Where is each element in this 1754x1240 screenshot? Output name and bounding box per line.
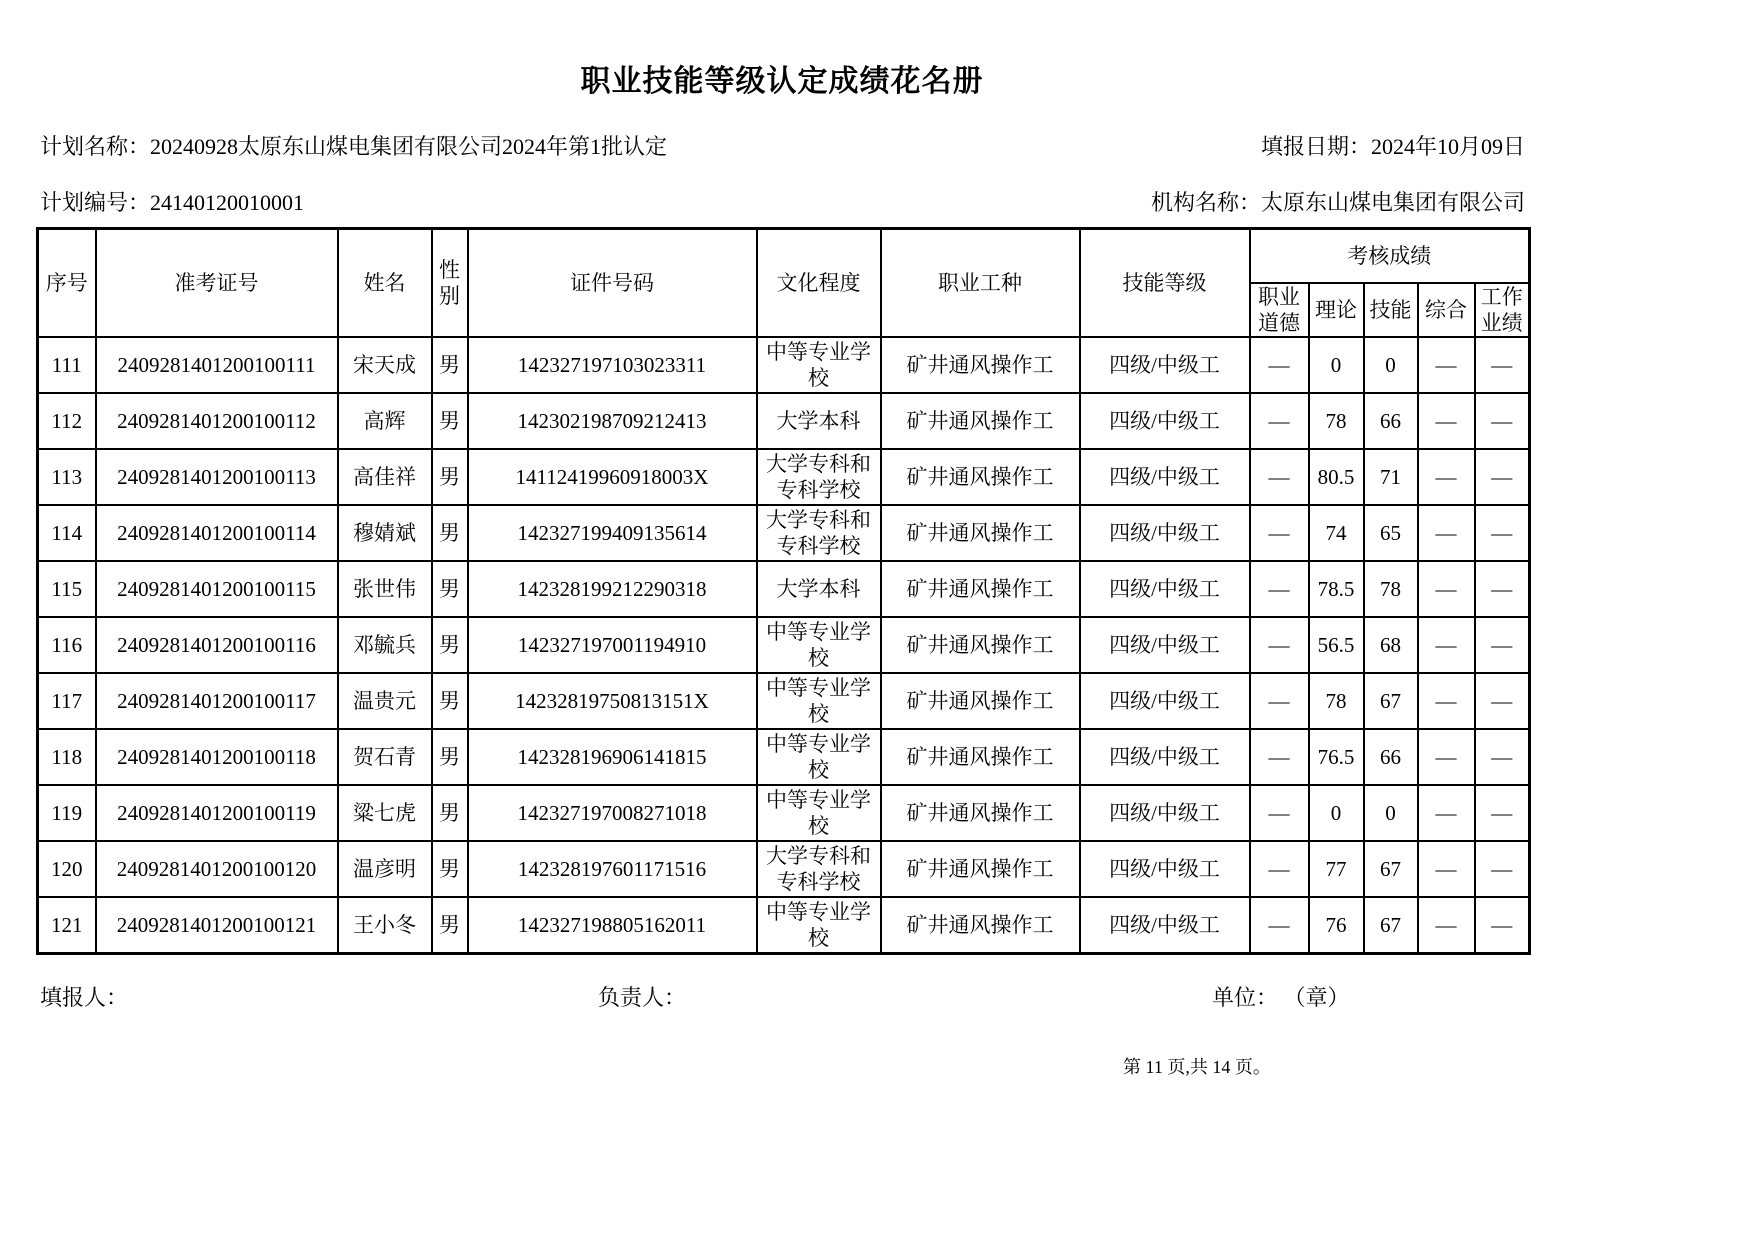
cell-gender: 男 <box>432 841 468 897</box>
cell-name: 粱七虎 <box>338 785 432 841</box>
cell-score-ethics: — <box>1250 841 1309 897</box>
cell-score-skill: 78 <box>1364 561 1418 617</box>
cell-score-comprehensive: — <box>1418 561 1475 617</box>
cell-id-no: 142328196906141815 <box>468 729 757 785</box>
cell-score-ethics: — <box>1250 561 1309 617</box>
report-date <box>1261 130 1525 161</box>
cell-score-theory: 78 <box>1309 393 1364 449</box>
cell-occupation: 矿井通风操作工 <box>881 617 1080 673</box>
cell-occupation: 矿井通风操作工 <box>881 841 1080 897</box>
cell-score-theory: 74 <box>1309 505 1364 561</box>
cell-score-skill: 67 <box>1364 841 1418 897</box>
cell-occupation: 矿井通风操作工 <box>881 393 1080 449</box>
cell-ticket-no: 2409281401200100116 <box>96 617 338 673</box>
cell-skill-level: 四级/中级工 <box>1080 617 1250 673</box>
col-header-ethics: 职业道德 <box>1250 283 1309 337</box>
col-header-performance: 工作业绩 <box>1475 283 1530 337</box>
cell-gender: 男 <box>432 337 468 393</box>
table-row <box>38 617 1530 673</box>
cell-ticket-no: 2409281401200100118 <box>96 729 338 785</box>
cell-skill-level: 四级/中级工 <box>1080 673 1250 729</box>
table-row <box>38 897 1530 953</box>
col-header-skill-level: 技能等级 <box>1080 229 1250 338</box>
cell-score-ethics: — <box>1250 785 1309 841</box>
cell-ticket-no: 2409281401200100119 <box>96 785 338 841</box>
col-header-occupation: 职业工种 <box>881 229 1080 338</box>
cell-occupation: 矿井通风操作工 <box>881 449 1080 505</box>
table-row <box>38 673 1530 729</box>
col-header-theory: 理论 <box>1309 283 1364 337</box>
cell-seq: 120 <box>38 841 96 897</box>
cell-name: 宋天成 <box>338 337 432 393</box>
org-name-label: 机构名称： <box>1150 190 1261 215</box>
col-header-seq: 序号 <box>38 229 96 338</box>
cell-score-performance: — <box>1475 729 1530 785</box>
cell-score-ethics: — <box>1250 673 1309 729</box>
cell-ticket-no: 2409281401200100120 <box>96 841 338 897</box>
cell-gender: 男 <box>432 897 468 953</box>
col-header-comprehensive: 综合 <box>1418 283 1475 337</box>
cell-score-skill: 65 <box>1364 505 1418 561</box>
cell-id-no: 142328197601171516 <box>468 841 757 897</box>
cell-skill-level: 四级/中级工 <box>1080 729 1250 785</box>
cell-gender: 男 <box>432 729 468 785</box>
cell-education: 中等专业学校 <box>757 729 881 785</box>
cell-name: 高辉 <box>338 393 432 449</box>
cell-education: 中等专业学校 <box>757 673 881 729</box>
cell-gender: 男 <box>432 561 468 617</box>
cell-education: 中等专业学校 <box>757 617 881 673</box>
cell-score-performance: — <box>1475 561 1530 617</box>
cell-score-comprehensive: — <box>1418 393 1475 449</box>
cell-ticket-no: 2409281401200100115 <box>96 561 338 617</box>
plan-name <box>40 130 667 161</box>
table-row <box>38 393 1530 449</box>
cell-education: 中等专业学校 <box>757 785 881 841</box>
cell-name: 张世伟 <box>338 561 432 617</box>
cell-score-comprehensive: — <box>1418 505 1475 561</box>
table-row <box>38 785 1530 841</box>
org-name-value: 太原东山煤电集团有限公司 <box>1260 190 1525 215</box>
cell-gender: 男 <box>432 449 468 505</box>
cell-score-skill: 0 <box>1364 337 1418 393</box>
plan-name-value: 20240928太原东山煤电集团有限公司2024年第1批认定 <box>150 134 668 159</box>
cell-ticket-no: 2409281401200100111 <box>96 337 338 393</box>
cell-score-comprehensive: — <box>1418 617 1475 673</box>
cell-name: 邓毓兵 <box>338 617 432 673</box>
col-header-scores-group: 考核成绩 <box>1250 229 1530 284</box>
cell-score-ethics: — <box>1250 729 1309 785</box>
cell-skill-level: 四级/中级工 <box>1080 393 1250 449</box>
cell-score-theory: 0 <box>1309 337 1364 393</box>
cell-score-performance: — <box>1475 393 1530 449</box>
cell-score-theory: 0 <box>1309 785 1364 841</box>
cell-ticket-no: 2409281401200100117 <box>96 673 338 729</box>
filler-label: 填报人： <box>40 985 129 1010</box>
plan-name-label: 计划名称： <box>40 134 151 159</box>
cell-score-skill: 67 <box>1364 897 1418 953</box>
cell-skill-level: 四级/中级工 <box>1080 337 1250 393</box>
cell-id-no: 14112419960918003X <box>468 449 757 505</box>
cell-occupation: 矿井通风操作工 <box>881 561 1080 617</box>
cell-score-performance: — <box>1475 505 1530 561</box>
table-row <box>38 729 1530 785</box>
cell-name: 高佳祥 <box>338 449 432 505</box>
cell-id-no: 142328199212290318 <box>468 561 757 617</box>
cell-score-theory: 78.5 <box>1309 561 1364 617</box>
cell-score-ethics: — <box>1250 505 1309 561</box>
cell-score-theory: 76 <box>1309 897 1364 953</box>
cell-gender: 男 <box>432 617 468 673</box>
cell-score-skill: 66 <box>1364 393 1418 449</box>
cell-score-ethics: — <box>1250 337 1309 393</box>
cell-occupation: 矿井通风操作工 <box>881 337 1080 393</box>
cell-score-performance: — <box>1475 617 1530 673</box>
cell-id-no: 142327198805162011 <box>468 897 757 953</box>
table-row <box>38 449 1530 505</box>
report-date-value: 2024年10月09日 <box>1370 134 1525 159</box>
cell-score-ethics: — <box>1250 897 1309 953</box>
plan-number <box>40 186 304 217</box>
cell-score-skill: 68 <box>1364 617 1418 673</box>
cell-score-comprehensive: — <box>1418 337 1475 393</box>
cell-education: 中等专业学校 <box>757 337 881 393</box>
cell-id-no: 142327197103023311 <box>468 337 757 393</box>
cell-ticket-no: 2409281401200100112 <box>96 393 338 449</box>
cell-score-theory: 80.5 <box>1309 449 1364 505</box>
page-number: 第 11 页,共 14 页。 <box>1123 1057 1271 1077</box>
roster-table <box>36 227 1531 955</box>
cell-score-comprehensive: — <box>1418 729 1475 785</box>
cell-occupation: 矿井通风操作工 <box>881 729 1080 785</box>
cell-id-no: 142327197008271018 <box>468 785 757 841</box>
cell-ticket-no: 2409281401200100114 <box>96 505 338 561</box>
cell-ticket-no: 2409281401200100121 <box>96 897 338 953</box>
cell-skill-level: 四级/中级工 <box>1080 561 1250 617</box>
cell-score-performance: — <box>1475 337 1530 393</box>
cell-name: 贺石青 <box>338 729 432 785</box>
manager-label: 负责人： <box>598 985 687 1010</box>
cell-score-theory: 77 <box>1309 841 1364 897</box>
cell-score-comprehensive: — <box>1418 673 1475 729</box>
cell-education: 中等专业学校 <box>757 897 881 953</box>
col-header-ticket-no: 准考证号 <box>96 229 338 338</box>
cell-skill-level: 四级/中级工 <box>1080 841 1250 897</box>
cell-seq: 112 <box>38 393 96 449</box>
cell-seq: 116 <box>38 617 96 673</box>
cell-seq: 119 <box>38 785 96 841</box>
cell-name: 穆婧斌 <box>338 505 432 561</box>
table-row <box>38 337 1530 393</box>
cell-education: 大学本科 <box>757 561 881 617</box>
cell-score-skill: 67 <box>1364 673 1418 729</box>
org-name <box>1151 186 1525 217</box>
table-row <box>38 561 1530 617</box>
cell-ticket-no: 2409281401200100113 <box>96 449 338 505</box>
cell-score-comprehensive: — <box>1418 897 1475 953</box>
cell-occupation: 矿井通风操作工 <box>881 785 1080 841</box>
cell-name: 温彦明 <box>338 841 432 897</box>
cell-score-ethics: — <box>1250 617 1309 673</box>
cell-score-skill: 66 <box>1364 729 1418 785</box>
cell-occupation: 矿井通风操作工 <box>881 897 1080 953</box>
cell-seq: 118 <box>38 729 96 785</box>
table-row <box>38 505 1530 561</box>
col-header-id-no: 证件号码 <box>468 229 757 338</box>
col-header-education: 文化程度 <box>757 229 881 338</box>
unit-seal-label: 单位： （章） <box>1212 985 1350 1010</box>
cell-id-no: 142327197001194910 <box>468 617 757 673</box>
cell-score-comprehensive: — <box>1418 841 1475 897</box>
cell-seq: 115 <box>38 561 96 617</box>
cell-score-skill: 0 <box>1364 785 1418 841</box>
cell-score-performance: — <box>1475 449 1530 505</box>
report-date-label: 填报日期： <box>1260 134 1371 159</box>
cell-score-comprehensive: — <box>1418 785 1475 841</box>
plan-number-value: 24140120010001 <box>150 190 305 215</box>
cell-gender: 男 <box>432 673 468 729</box>
cell-education: 大学专科和专科学校 <box>757 841 881 897</box>
cell-gender: 男 <box>432 505 468 561</box>
cell-occupation: 矿井通风操作工 <box>881 673 1080 729</box>
cell-skill-level: 四级/中级工 <box>1080 449 1250 505</box>
cell-education: 大学本科 <box>757 393 881 449</box>
cell-seq: 113 <box>38 449 96 505</box>
cell-score-theory: 76.5 <box>1309 729 1364 785</box>
cell-skill-level: 四级/中级工 <box>1080 897 1250 953</box>
col-header-skill: 技能 <box>1364 283 1418 337</box>
cell-score-theory: 78 <box>1309 673 1364 729</box>
cell-seq: 111 <box>38 337 96 393</box>
cell-skill-level: 四级/中级工 <box>1080 785 1250 841</box>
cell-occupation: 矿井通风操作工 <box>881 505 1080 561</box>
meta-row-2 <box>40 186 1525 217</box>
cell-score-performance: — <box>1475 897 1530 953</box>
table-body <box>38 337 1530 953</box>
cell-score-comprehensive: — <box>1418 449 1475 505</box>
plan-number-label: 计划编号： <box>40 190 151 215</box>
cell-name: 王小冬 <box>338 897 432 953</box>
col-header-name: 姓名 <box>338 229 432 338</box>
cell-gender: 男 <box>432 393 468 449</box>
cell-education: 大学专科和专科学校 <box>757 449 881 505</box>
cell-score-ethics: — <box>1250 393 1309 449</box>
col-header-gender: 性别 <box>432 229 468 338</box>
cell-skill-level: 四级/中级工 <box>1080 505 1250 561</box>
cell-seq: 117 <box>38 673 96 729</box>
cell-score-performance: — <box>1475 673 1530 729</box>
cell-id-no: 142302198709212413 <box>468 393 757 449</box>
meta-row-1 <box>40 130 1525 161</box>
table-row <box>38 841 1530 897</box>
cell-id-no: 14232819750813151X <box>468 673 757 729</box>
cell-score-performance: — <box>1475 785 1530 841</box>
cell-seq: 121 <box>38 897 96 953</box>
cell-name: 温贵元 <box>338 673 432 729</box>
header-row-main <box>38 229 1530 284</box>
page-title: 职业技能等级认定成绩花名册 <box>580 65 984 98</box>
cell-score-skill: 71 <box>1364 449 1418 505</box>
cell-score-performance: — <box>1475 841 1530 897</box>
cell-education: 大学专科和专科学校 <box>757 505 881 561</box>
cell-id-no: 142327199409135614 <box>468 505 757 561</box>
cell-gender: 男 <box>432 785 468 841</box>
cell-seq: 114 <box>38 505 96 561</box>
cell-score-theory: 56.5 <box>1309 617 1364 673</box>
cell-score-ethics: — <box>1250 449 1309 505</box>
